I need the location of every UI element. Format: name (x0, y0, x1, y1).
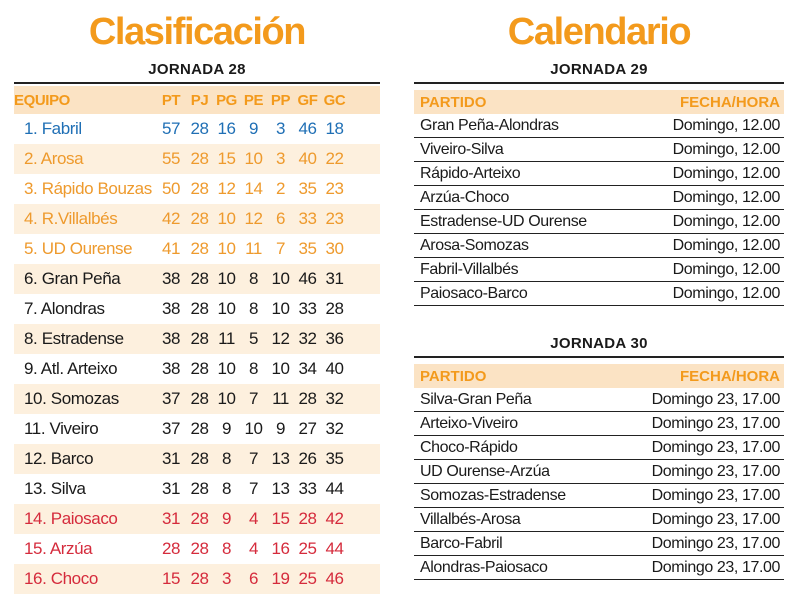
stat-cell: 32 (298, 329, 317, 348)
stat-cell: 28 (190, 179, 209, 198)
match-teams: Barco-Fabril (420, 534, 503, 552)
stat-cell: 11 (272, 389, 289, 408)
table-row (14, 474, 380, 504)
standings-body (14, 114, 380, 594)
match-teams: Villalbés-Arosa (420, 510, 521, 528)
header-equipo: EQUIPO (14, 91, 70, 109)
match-date: Domingo 23, 17.00 (651, 414, 780, 432)
table-row (14, 414, 380, 444)
stat-cell: 28 (161, 539, 181, 558)
stat-cell: 33 (298, 209, 317, 228)
stat-cell: 28 (190, 539, 209, 558)
header-partido: PARTIDO (420, 93, 487, 111)
header-partido: PARTIDO (420, 367, 487, 385)
stat-cell: 12 (217, 179, 236, 198)
stat-cell: 28 (298, 509, 317, 528)
match-row (414, 532, 784, 556)
stat-cell: 38 (161, 299, 181, 318)
stat-cell: 7 (248, 389, 259, 408)
match-teams: Viveiro-Silva (420, 140, 504, 158)
stat-cell: 4 (248, 509, 259, 528)
table-row (14, 294, 380, 324)
team-name: 10. Somozas (24, 389, 119, 408)
table-row (14, 234, 380, 264)
stat-cell: 10 (217, 359, 236, 378)
stat-cell: 31 (161, 479, 181, 498)
stat-cell: 2 (275, 179, 286, 198)
match-teams: Paiosaco-Barco (420, 284, 528, 302)
stat-cell: 10 (271, 299, 290, 318)
stat-cell: 8 (248, 359, 259, 378)
stat-cell: 12 (244, 209, 263, 228)
team-name: 11. Viveiro (24, 419, 99, 438)
match-date: Domingo 23, 17.00 (651, 462, 780, 480)
section-gap (414, 306, 784, 332)
stat-cell: 10 (217, 209, 236, 228)
header-pg: PG (216, 91, 237, 109)
stat-cell: 15 (217, 149, 236, 168)
header-pp: PP (270, 91, 291, 109)
stat-cell: 6 (248, 569, 259, 588)
stat-cell: 15 (161, 569, 181, 588)
stat-cell: 9 (248, 119, 259, 138)
stat-cell: 44 (325, 539, 344, 558)
calendar-title: Calendario (507, 11, 691, 53)
stat-cell: 33 (298, 299, 317, 318)
match-teams: Arteixo-Viveiro (420, 414, 518, 432)
stat-cell: 46 (298, 269, 317, 288)
stat-cell: 9 (221, 419, 232, 438)
match-date: Domingo, 12.00 (672, 164, 780, 182)
stat-cell: 19 (271, 569, 290, 588)
calendar-header (414, 364, 784, 388)
stat-cell: 28 (190, 269, 209, 288)
stat-cell: 26 (298, 449, 317, 468)
stat-cell: 25 (298, 569, 317, 588)
table-row (14, 534, 380, 564)
stat-cell: 28 (190, 119, 209, 138)
team-name: 12. Barco (24, 449, 94, 468)
stat-cell: 28 (190, 449, 209, 468)
stat-cell: 28 (190, 569, 209, 588)
stat-cell: 25 (298, 539, 317, 558)
match-row (414, 162, 784, 186)
stat-cell: 23 (325, 209, 344, 228)
stat-cell: 8 (221, 539, 232, 558)
stat-cell: 8 (248, 269, 259, 288)
match-teams: Silva-Gran Peña (420, 390, 532, 408)
match-date: Domingo 23, 17.00 (651, 510, 780, 528)
calendar-jornada: JORNADA 30 (414, 332, 784, 358)
table-row (14, 144, 380, 174)
stat-cell: 46 (325, 569, 344, 588)
stat-cell: 35 (298, 179, 317, 198)
stat-cell: 41 (161, 239, 181, 258)
team-name: 16. Choco (24, 569, 98, 588)
match-teams: Alondras-Paiosaco (420, 558, 548, 576)
stat-cell: 28 (190, 419, 209, 438)
match-row (414, 556, 784, 580)
stat-cell: 28 (298, 389, 317, 408)
stat-cell: 35 (325, 449, 344, 468)
table-row (14, 564, 380, 594)
team-name: 13. Silva (24, 479, 86, 498)
stat-cell: 42 (325, 509, 344, 528)
match-row (414, 484, 784, 508)
stat-cell: 55 (161, 149, 181, 168)
match-date: Domingo, 12.00 (672, 116, 780, 134)
match-row (414, 460, 784, 484)
stat-cell: 36 (325, 329, 344, 348)
calendar-body (414, 58, 784, 580)
match-date: Domingo, 12.00 (672, 260, 780, 278)
header-pj: PJ (190, 91, 209, 109)
header-fecha: FECHA/HORA (680, 367, 780, 385)
stat-cell: 46 (298, 119, 317, 138)
stat-cell: 8 (221, 479, 232, 498)
stat-cell: 31 (161, 509, 181, 528)
standings-panel (14, 0, 380, 594)
calendar-jornada: JORNADA 29 (414, 58, 784, 84)
standings-header (14, 86, 380, 114)
stat-cell: 18 (325, 119, 344, 138)
stat-cell: 32 (325, 389, 344, 408)
stat-cell: 28 (190, 389, 209, 408)
match-date: Domingo, 12.00 (672, 188, 780, 206)
stat-cell: 14 (244, 179, 263, 198)
match-teams: Arosa-Somozas (420, 236, 529, 254)
stat-cell: 3 (275, 119, 286, 138)
match-row (414, 114, 784, 138)
stat-cell: 31 (161, 449, 181, 468)
stat-cell: 10 (271, 359, 290, 378)
stat-cell: 28 (190, 149, 209, 168)
match-date: Domingo, 12.00 (672, 140, 780, 158)
stat-cell: 11 (218, 329, 235, 348)
table-row (14, 384, 380, 414)
header-gf: GF (297, 91, 318, 109)
stat-cell: 28 (190, 239, 209, 258)
stat-cell: 5 (248, 329, 259, 348)
match-teams: Gran Peña-Alondras (420, 116, 559, 134)
match-row (414, 258, 784, 282)
match-row (414, 412, 784, 436)
stat-cell: 7 (275, 239, 286, 258)
team-name: 8. Estradense (24, 329, 124, 348)
stat-cell: 44 (325, 479, 344, 498)
stat-cell: 8 (221, 449, 232, 468)
stat-cell: 13 (271, 449, 290, 468)
stat-cell: 28 (190, 509, 209, 528)
stat-cell: 10 (217, 299, 236, 318)
stat-cell: 28 (190, 299, 209, 318)
table-row (14, 174, 380, 204)
match-teams: Somozas-Estradense (420, 486, 566, 504)
stat-cell: 23 (325, 179, 344, 198)
table-row (14, 324, 380, 354)
match-teams: UD Ourense-Arzúa (420, 462, 550, 480)
match-teams: Fabril-Villalbés (420, 260, 519, 278)
stat-cell: 10 (217, 389, 236, 408)
standings-jornada: JORNADA 28 (14, 58, 380, 84)
team-name: 2. Arosa (24, 149, 84, 168)
table-row (14, 504, 380, 534)
team-name: 4. R.Villalbés (24, 209, 118, 228)
stat-cell: 34 (298, 359, 317, 378)
match-row (414, 210, 784, 234)
stat-cell: 28 (190, 329, 209, 348)
stat-cell: 38 (161, 329, 181, 348)
stat-cell: 42 (161, 209, 181, 228)
match-teams: Rápido-Arteixo (420, 164, 521, 182)
stat-cell: 13 (271, 479, 290, 498)
stat-cell: 31 (325, 269, 344, 288)
stat-cell: 7 (248, 449, 259, 468)
match-teams: Choco-Rápido (420, 438, 518, 456)
stat-cell: 16 (217, 119, 236, 138)
team-name: 6. Gran Peña (24, 269, 121, 288)
stat-cell: 10 (217, 239, 236, 258)
match-row (414, 282, 784, 306)
team-name: 1. Fabril (24, 119, 82, 138)
match-date: Domingo, 12.00 (672, 236, 780, 254)
table-row (14, 114, 380, 144)
stat-cell: 30 (325, 239, 344, 258)
stat-cell: 16 (271, 539, 290, 558)
stat-cell: 37 (161, 419, 181, 438)
stat-cell: 37 (161, 389, 181, 408)
table-row (14, 204, 380, 234)
calendar-panel (414, 0, 784, 580)
team-name: 7. Alondras (24, 299, 105, 318)
stat-cell: 10 (217, 269, 236, 288)
match-row (414, 436, 784, 460)
stat-cell: 7 (248, 479, 259, 498)
match-date: Domingo 23, 17.00 (651, 486, 780, 504)
stat-cell: 3 (221, 569, 232, 588)
header-gc: GC (323, 91, 346, 109)
match-date: Domingo, 12.00 (672, 212, 780, 230)
stat-cell: 32 (325, 419, 344, 438)
stat-cell: 9 (275, 419, 286, 438)
match-date: Domingo 23, 17.00 (651, 558, 780, 576)
stat-cell: 35 (298, 239, 317, 258)
stat-cell: 3 (275, 149, 286, 168)
match-date: Domingo 23, 17.00 (651, 534, 780, 552)
stat-cell: 12 (271, 329, 290, 348)
stat-cell: 33 (298, 479, 317, 498)
stat-cell: 10 (271, 269, 290, 288)
team-name: 15. Arzúa (24, 539, 93, 558)
table-row (14, 444, 380, 474)
stat-cell: 28 (190, 209, 209, 228)
match-row (414, 508, 784, 532)
stat-cell: 8 (248, 299, 259, 318)
team-name: 9. Atl. Arteixo (24, 359, 118, 378)
stat-cell: 22 (325, 149, 344, 168)
match-teams: Estradense-UD Ourense (420, 212, 587, 230)
match-row (414, 388, 784, 412)
stat-cell: 50 (161, 179, 181, 198)
match-row (414, 234, 784, 258)
stat-cell: 15 (271, 509, 290, 528)
match-row (414, 186, 784, 210)
standings-title: Clasificación (88, 11, 306, 53)
stat-cell: 28 (190, 359, 209, 378)
header-fecha: FECHA/HORA (680, 93, 780, 111)
stat-cell: 57 (161, 119, 181, 138)
match-date: Domingo, 12.00 (672, 284, 780, 302)
stat-cell: 40 (298, 149, 317, 168)
team-name: 5. UD Ourense (24, 239, 133, 258)
stat-cell: 28 (325, 299, 344, 318)
stat-cell: 10 (244, 149, 263, 168)
header-pe: PE (243, 91, 264, 109)
stat-cell: 6 (275, 209, 286, 228)
stat-cell: 27 (298, 419, 317, 438)
stat-cell: 9 (221, 509, 232, 528)
table-row (14, 264, 380, 294)
team-name: 14. Paiosaco (24, 509, 118, 528)
stat-cell: 40 (325, 359, 344, 378)
calendar-header (414, 90, 784, 114)
stat-cell: 38 (161, 359, 181, 378)
header-pt: PT (161, 91, 181, 109)
stat-cell: 10 (244, 419, 263, 438)
table-row (14, 354, 380, 384)
stat-cell: 38 (161, 269, 181, 288)
match-row (414, 138, 784, 162)
match-teams: Arzúa-Choco (420, 188, 509, 206)
stat-cell: 11 (245, 239, 262, 258)
stat-cell: 28 (190, 479, 209, 498)
match-date: Domingo 23, 17.00 (651, 390, 780, 408)
team-name: 3. Rápido Bouzas (24, 179, 152, 198)
stat-cell: 4 (248, 539, 259, 558)
match-date: Domingo 23, 17.00 (651, 438, 780, 456)
